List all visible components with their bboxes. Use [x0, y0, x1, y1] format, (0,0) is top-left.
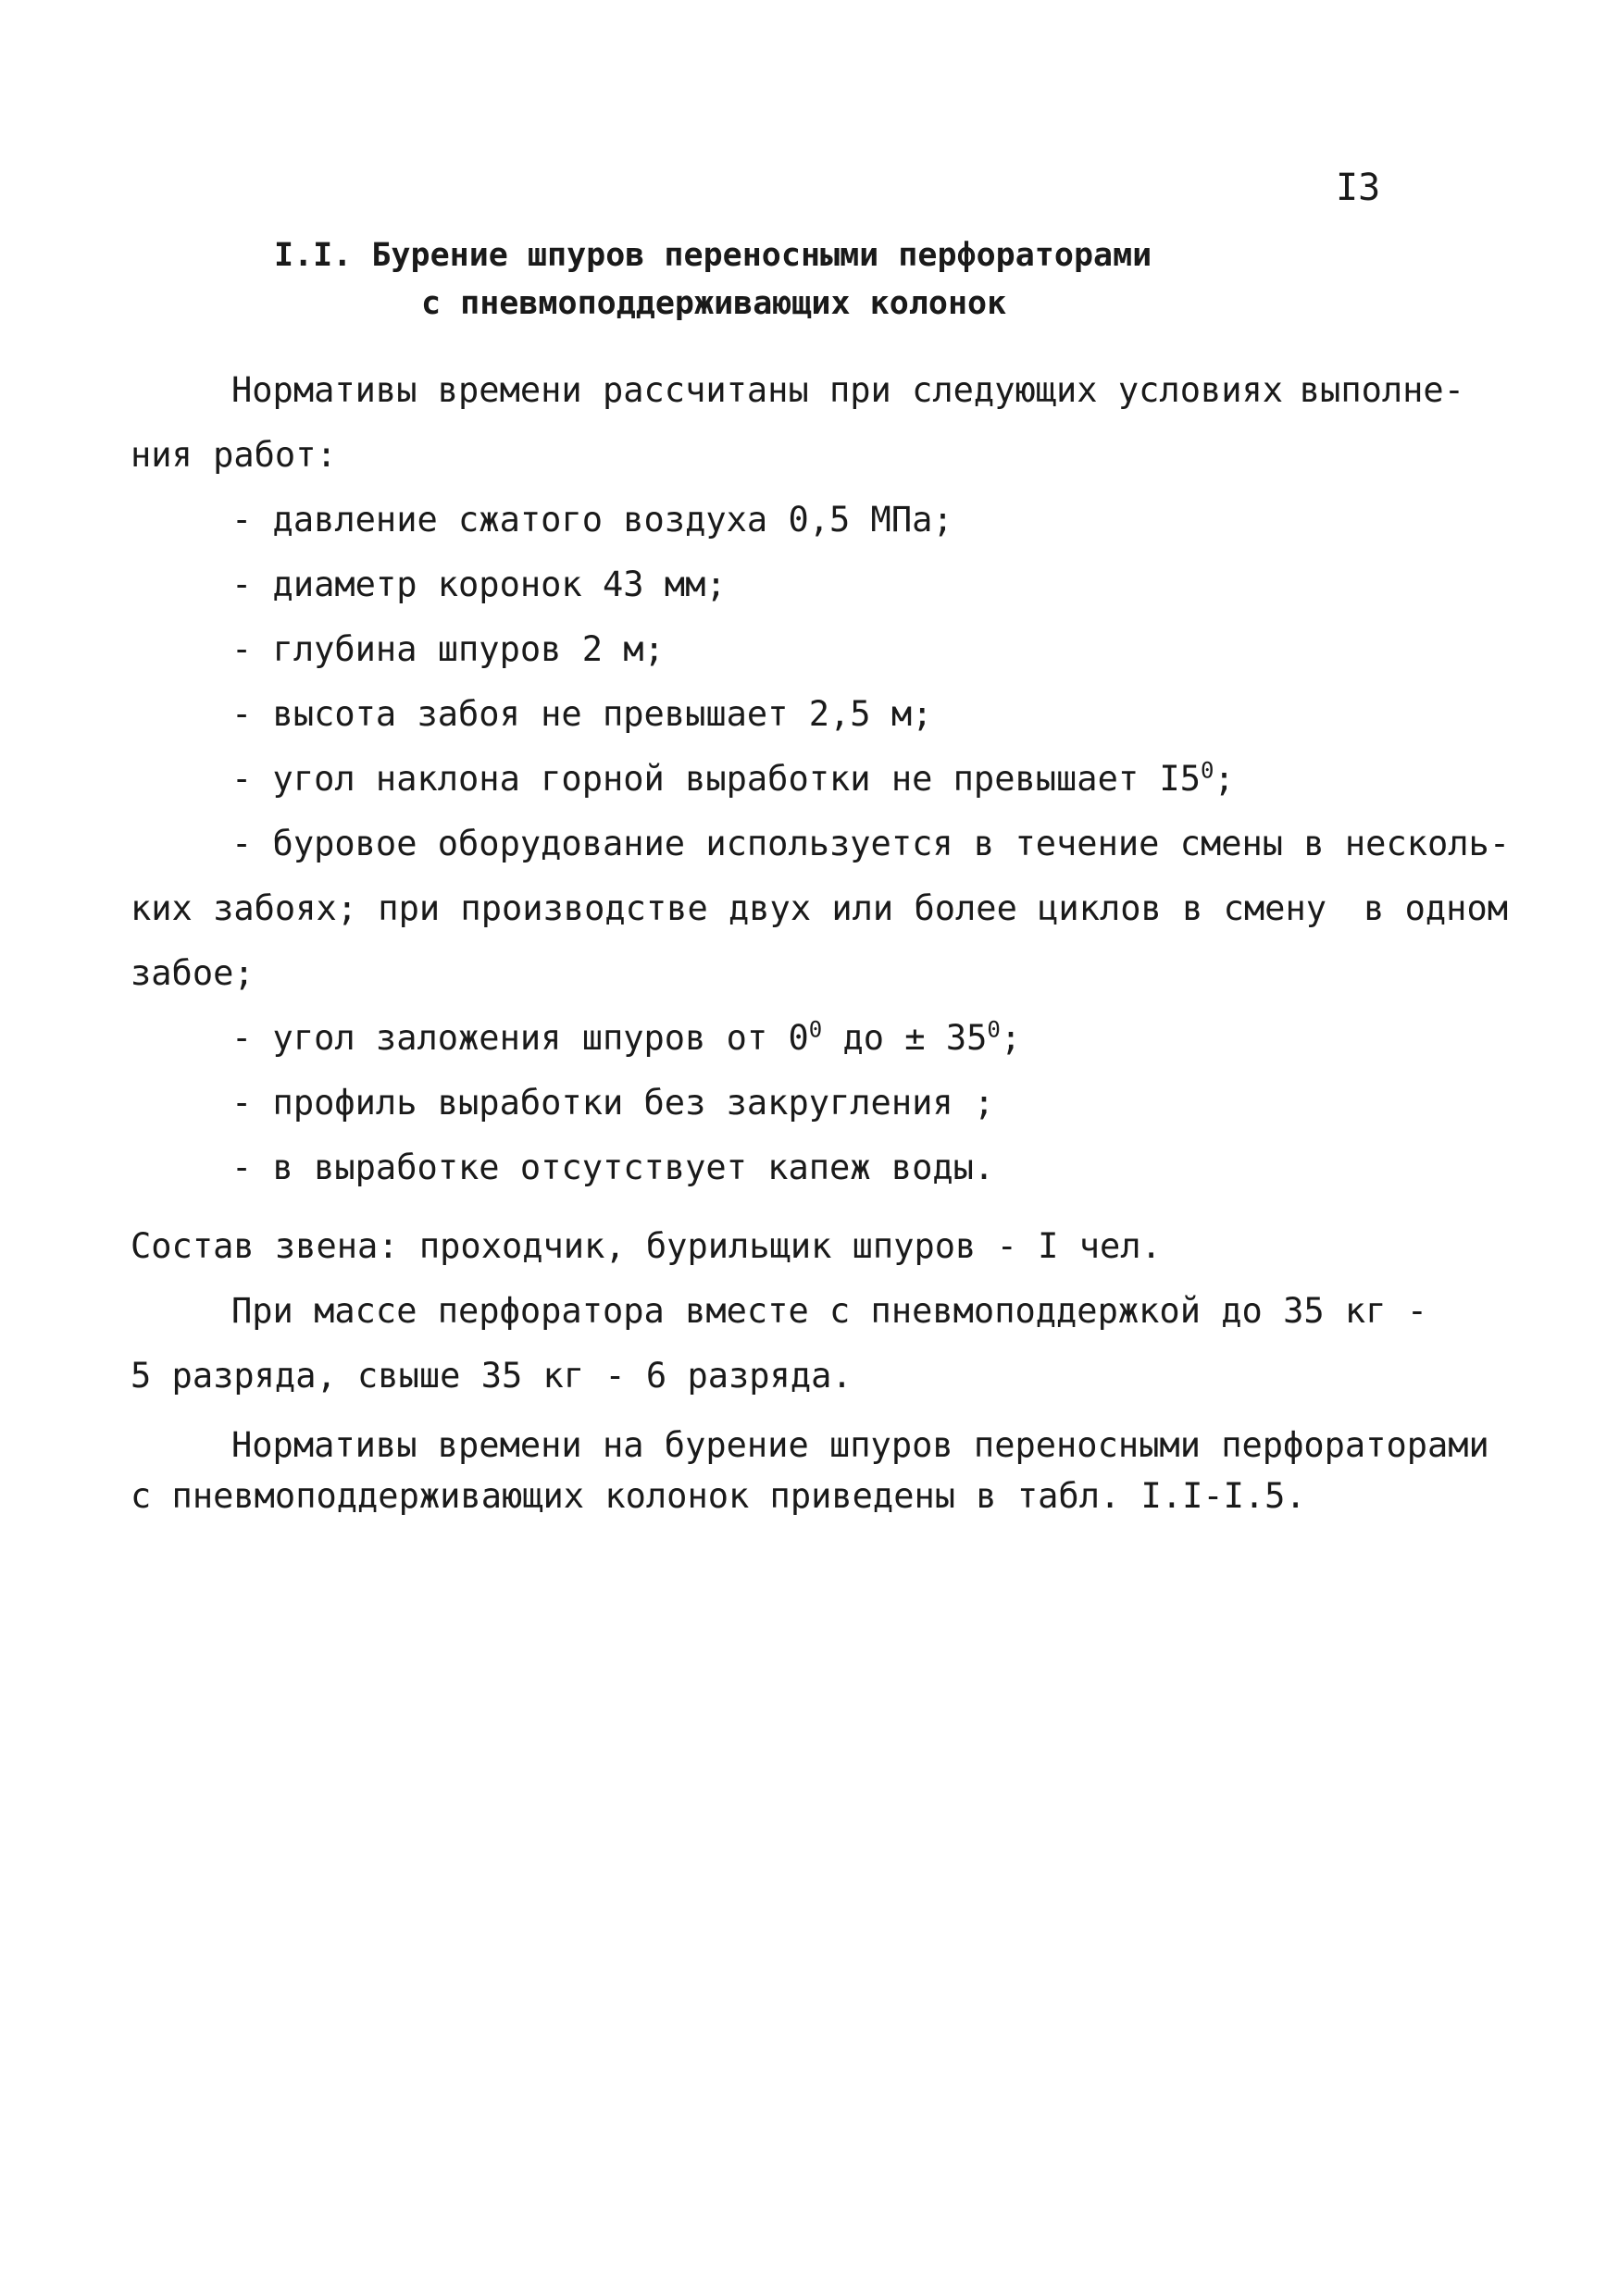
section-title-line-2: с пневмоподдерживающих колонок [421, 285, 1007, 322]
condition-equipment-line-1: - буровое оборудование используется в течение смены в несколь- [231, 824, 1511, 863]
condition-profile: - профиль выработки без закругления ; [231, 1083, 995, 1123]
reference-line-2: с пневмоподдерживающих колонок приведены в табл. I.I-I.5. [131, 1476, 1306, 1516]
degree-superscript: 0 [808, 1016, 823, 1043]
condition-equipment-line-2-text: ких забоях; при производстве двух или более циклов в смену [131, 888, 1327, 928]
condition-slope-end: ; [1214, 759, 1235, 799]
intro-line-1 [231, 368, 1464, 413]
condition-angle-text-1: - угол заложения шпуров от 0 [231, 1018, 809, 1058]
intro-line-1-end: выполне- [1299, 370, 1464, 410]
degree-superscript: 0 [987, 1016, 1001, 1043]
condition-bit-diameter: - диаметр коронок 43 мм; [231, 565, 727, 604]
condition-pressure: - давление сжатого воздуха 0,5 МПа; [231, 500, 953, 540]
condition-face-height: - высота забоя не превышает 2,5 м; [231, 694, 933, 734]
condition-dripping: - в выработке отсутствует капеж воды. [231, 1148, 995, 1187]
crew-composition: Состав звена: проходчик, бурильщик шпуров - I чел. [131, 1226, 1162, 1266]
crew-mass-line-1: При массе перфоратора вместе с пневмоподдержкой до 35 кг - [231, 1291, 1428, 1331]
condition-hole-depth: - глубина шпуров 2 м; [231, 629, 665, 669]
condition-equipment-line-3: забое; [131, 953, 255, 993]
condition-equipment-line-2-end: в одном [1364, 888, 1508, 928]
crew-mass-line-2: 5 разряда, свыше 35 кг - 6 разряда. [131, 1356, 853, 1396]
reference-line-1: Нормативы времени на бурение шпуров переносными перфораторами [231, 1425, 1489, 1465]
intro-line-2: ния работ: [131, 435, 337, 475]
intro-line-1-text: Нормативы времени рассчитаны при следующих условиях [231, 370, 1284, 410]
degree-superscript: 0 [1200, 757, 1214, 784]
condition-angle-text-2: до ± 35 [822, 1018, 988, 1058]
condition-slope-text: - угол наклона горной выработки не превышает I5 [231, 759, 1201, 799]
condition-slope [231, 757, 1235, 801]
section-title-line-1: I.I. Бурение шпуров переносными перфораторами [274, 237, 1152, 274]
condition-hole-angle [231, 1016, 1021, 1061]
page-number: I3 [1336, 167, 1381, 209]
condition-equipment-line-2 [131, 887, 1508, 931]
condition-angle-end: ; [1000, 1018, 1022, 1058]
